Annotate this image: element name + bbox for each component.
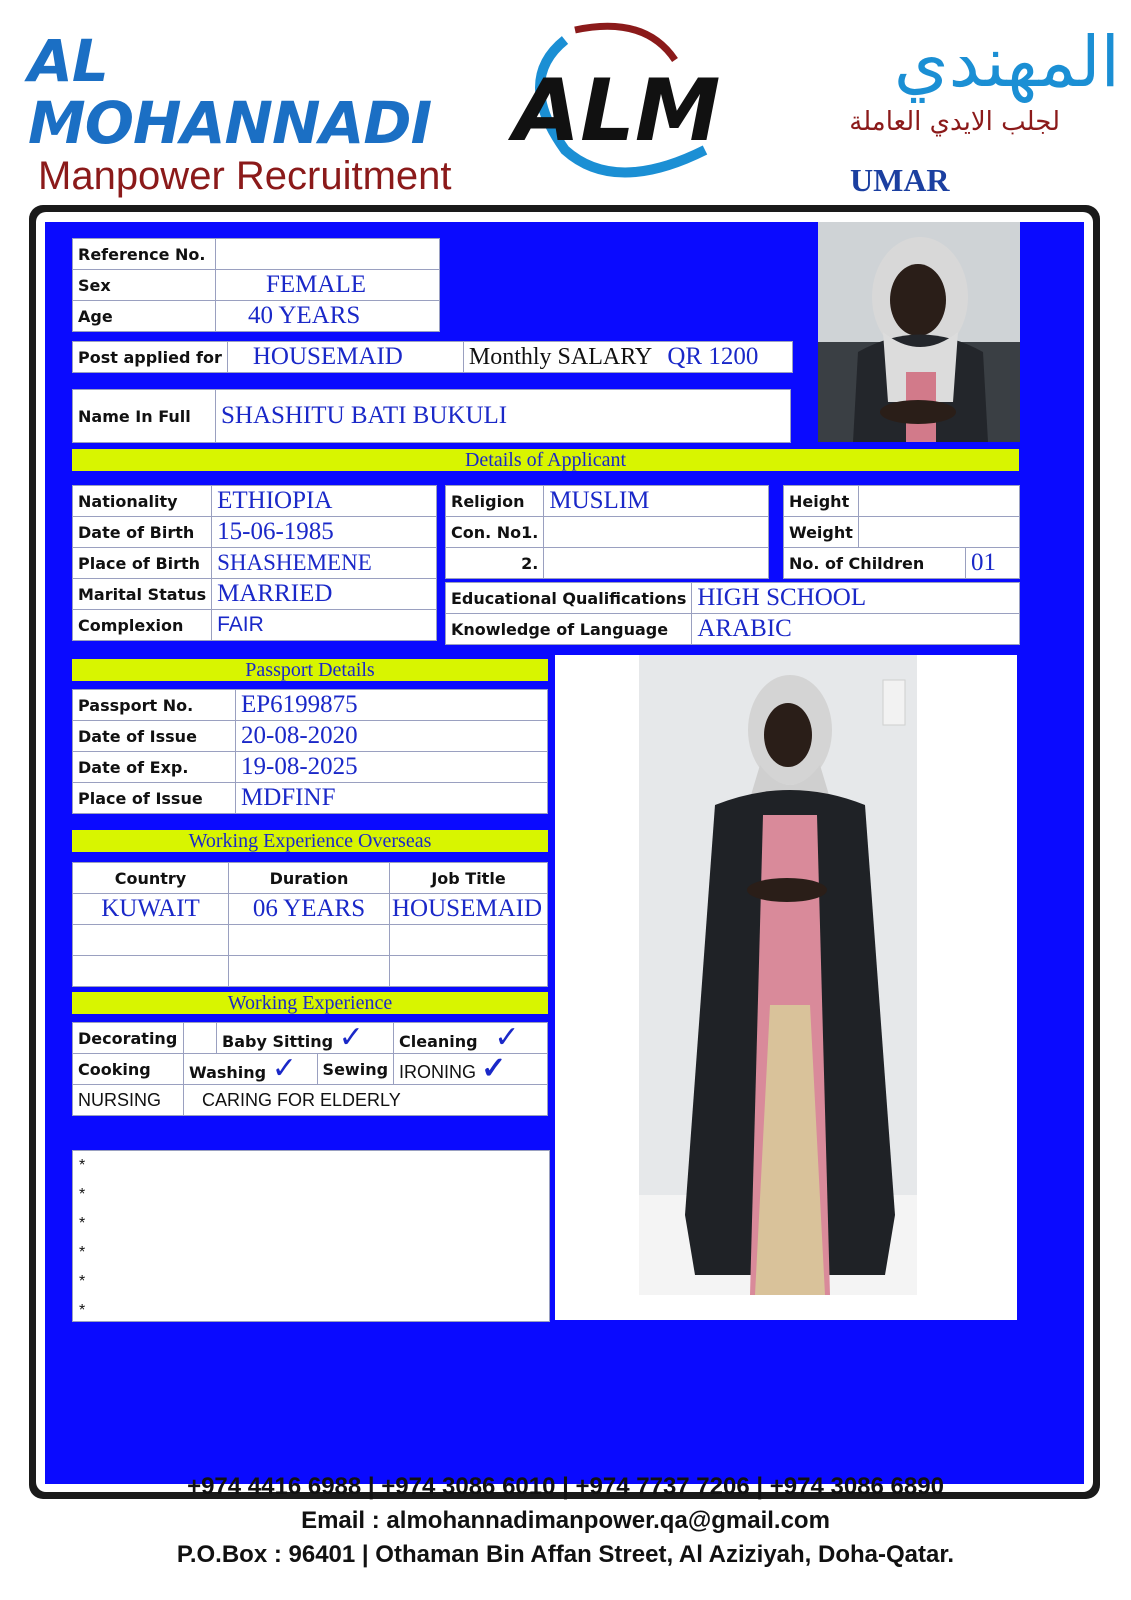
con1-label: Con. No1. xyxy=(446,517,544,548)
age-label: Age xyxy=(73,301,216,332)
list-item: * xyxy=(79,1244,86,1261)
marital-label: Marital Status xyxy=(73,579,212,610)
list-item: * xyxy=(79,1215,86,1232)
footer-email: Email : almohannadimanpower.qa@gmail.com xyxy=(301,1507,830,1534)
cleaning-label: Cleaning ✓ xyxy=(394,1023,548,1054)
overseas-cell: KUWAIT xyxy=(73,894,229,925)
weight-label: Weight xyxy=(784,517,859,548)
details-physical-table xyxy=(783,485,1020,579)
decorating-label: Decorating xyxy=(73,1023,184,1054)
issue-place-label: Place of Issue xyxy=(73,783,236,814)
check-icon: ✓ xyxy=(494,1022,520,1054)
height-value xyxy=(858,486,1019,517)
experience-section-header: Working Experience xyxy=(72,992,548,1014)
cooking-label: Cooking xyxy=(73,1054,184,1085)
post-value: HOUSEMAID xyxy=(227,342,463,373)
details-left-table xyxy=(72,485,437,641)
sex-value: FEMALE xyxy=(216,270,440,301)
nursing-label: NURSING xyxy=(73,1085,184,1116)
passport-no-value: EP6199875 xyxy=(236,690,548,721)
caring-label: CARING FOR ELDERLY xyxy=(184,1085,548,1116)
sewing-label: Sewing xyxy=(317,1054,393,1085)
company-tagline-arabic: لجلب الايدي العاملة xyxy=(849,107,1060,137)
overseas-table xyxy=(72,862,548,987)
overseas-header-country: Country xyxy=(73,863,229,894)
overseas-cell xyxy=(73,956,229,987)
footer-phones: +974 4416 6988 | +974 3086 6010 | +974 7737 7206 | +974 3086 6890 xyxy=(187,1473,944,1500)
overseas-cell xyxy=(390,925,548,956)
ironing-label: IRONING ✓ xyxy=(394,1054,548,1085)
children-label: No. of Children xyxy=(784,548,966,579)
weight-value xyxy=(858,517,1019,548)
name-label: Name In Full xyxy=(73,390,216,443)
con1-value xyxy=(544,517,769,548)
con2-value xyxy=(544,548,769,579)
name-table xyxy=(72,389,791,443)
applicant-full-photo xyxy=(555,655,1017,1320)
washing-label: Washing ✓ xyxy=(184,1054,318,1085)
age-value: 40 YEARS xyxy=(216,301,440,332)
reference-value xyxy=(216,239,440,270)
religion-label: Religion xyxy=(446,486,544,517)
passport-table xyxy=(72,689,548,814)
name-value: SHASHITU BATI BUKULI xyxy=(216,390,791,443)
baby-sitting-label: Baby Sitting ✓ xyxy=(217,1023,394,1054)
company-tagline: Manpower Recruitment xyxy=(38,154,452,198)
footer xyxy=(0,1470,1131,1572)
complexion-label: Complexion xyxy=(73,610,212,641)
issue-place-value: MDFINF xyxy=(236,783,548,814)
nationality-value: ETHIOPIA xyxy=(212,486,437,517)
passport-section-header: Passport Details xyxy=(72,659,548,681)
personal-basic-table xyxy=(72,238,440,332)
exp-date-value: 19-08-2025 xyxy=(236,752,548,783)
agent-name: UMAR xyxy=(850,162,950,198)
sex-label: Sex xyxy=(73,270,216,301)
applicant-portrait-photo xyxy=(818,222,1020,442)
language-label: Knowledge of Language xyxy=(446,614,692,645)
marital-value: MARRIED xyxy=(212,579,437,610)
religion-value: MUSLIM xyxy=(544,486,769,517)
overseas-header-job: Job Title xyxy=(390,863,548,894)
company-name-arabic: المهندي xyxy=(893,21,1120,103)
check-icon: ✓ xyxy=(338,1022,364,1054)
overseas-cell: HOUSEMAID xyxy=(390,894,548,925)
decorating-check xyxy=(184,1023,217,1054)
alm-logo-text: ALM xyxy=(513,61,721,161)
con2-label: 2. xyxy=(446,548,544,579)
list-item: * xyxy=(79,1186,86,1203)
list-item: * xyxy=(79,1157,86,1174)
company-logo-arabic xyxy=(740,20,1120,150)
overseas-cell xyxy=(390,956,548,987)
education-label: Educational Qualifications xyxy=(446,583,692,614)
company-name: AL MOHANNADI xyxy=(28,27,432,157)
overseas-cell xyxy=(229,925,390,956)
overseas-cell xyxy=(73,925,229,956)
details-section-header: Details of Applicant xyxy=(72,449,1019,471)
footer-address: P.O.Box : 96401 | Othaman Bin Affan Street, Al Aziziyah, Doha-Qatar. xyxy=(176,1541,955,1568)
overseas-cell: 06 YEARS xyxy=(229,894,390,925)
swoosh-icon xyxy=(505,20,730,180)
details-education-table xyxy=(445,582,1020,645)
post-label: Post applied for xyxy=(73,342,228,373)
overseas-section-header: Working Experience Overseas xyxy=(72,830,548,852)
language-value: ARABIC xyxy=(692,614,1020,645)
reference-label: Reference No. xyxy=(73,239,216,270)
notes-box xyxy=(72,1150,550,1322)
table-row xyxy=(73,925,548,956)
salary-label: Monthly SALARY xyxy=(468,344,652,370)
exp-date-label: Date of Exp. xyxy=(73,752,236,783)
pob-label: Place of Birth xyxy=(73,548,212,579)
issue-date-value: 20-08-2020 xyxy=(236,721,548,752)
table-row xyxy=(73,894,548,925)
alm-logo-mark xyxy=(505,20,730,180)
pob-value: SHASHEMENE xyxy=(212,548,437,579)
list-item: * xyxy=(79,1273,86,1290)
details-religion-table xyxy=(445,485,769,579)
list-item: * xyxy=(79,1302,86,1319)
issue-date-label: Date of Issue xyxy=(73,721,236,752)
table-row xyxy=(73,956,548,987)
salary-value: QR 1200 xyxy=(667,343,759,370)
experience-table xyxy=(72,1022,548,1116)
children-value: 01 xyxy=(965,548,1019,579)
passport-no-label: Passport No. xyxy=(73,690,236,721)
check-icon: ✓ xyxy=(481,1053,507,1085)
check-icon: ✓ xyxy=(271,1053,297,1085)
education-value: HIGH SCHOOL xyxy=(692,583,1020,614)
height-label: Height xyxy=(784,486,859,517)
complexion-value: FAIR xyxy=(212,610,437,641)
post-salary-table xyxy=(72,341,793,373)
nationality-label: Nationality xyxy=(73,486,212,517)
dob-value: 15-06-1985 xyxy=(212,517,437,548)
overseas-cell xyxy=(229,956,390,987)
dob-label: Date of Birth xyxy=(73,517,212,548)
overseas-header-duration: Duration xyxy=(229,863,390,894)
company-logo-english xyxy=(28,27,498,198)
